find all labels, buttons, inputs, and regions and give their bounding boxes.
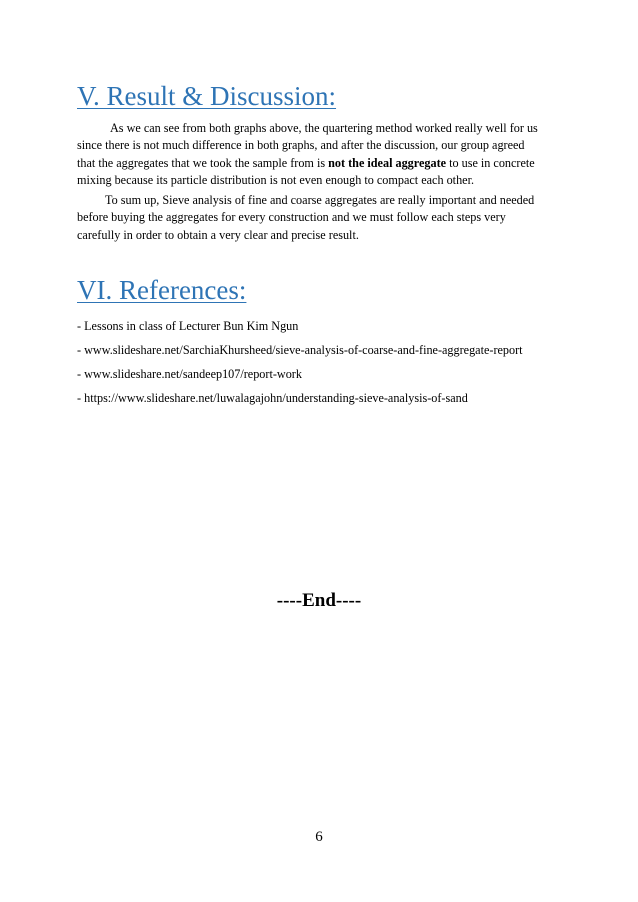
paragraph-summary bbox=[77, 192, 567, 244]
paragraph-line bbox=[77, 155, 567, 172]
paragraph-line: before buying the aggregates for every construction and we must follow each steps very bbox=[77, 210, 506, 225]
page-number: 6 bbox=[315, 829, 323, 845]
reference-item: - Lessons in class of Lecturer Bun Kim Ngun bbox=[77, 319, 299, 333]
text-run: that the aggregates that we took the sample from is bbox=[77, 155, 329, 170]
bold-emphasis: not the ideal aggregate bbox=[328, 155, 447, 170]
reference-item: - www.slideshare.net/sandeep107/report-work bbox=[77, 367, 302, 381]
section-heading-references: VI. References: bbox=[77, 275, 247, 305]
paragraph-line: To sum up, Sieve analysis of fine and coarse aggregates are really important and needed bbox=[105, 193, 535, 207]
text-run: to use in concrete bbox=[446, 155, 535, 170]
paragraph-line: since there is not much difference in both graphs, and after the discussion, our group agreed bbox=[77, 138, 525, 153]
paragraph-result-discussion bbox=[77, 120, 567, 189]
paragraph-line: As we can see from both graphs above, the quartering method worked really well for us bbox=[110, 121, 538, 135]
reference-item: - https://www.slideshare.net/luwalagajohn/understanding-sieve-analysis-of-sand bbox=[77, 391, 468, 405]
paragraph-line: carefully in order to obtain a very clear and precise result. bbox=[77, 227, 359, 242]
reference-item: - www.slideshare.net/SarchiaKhursheed/sieve-analysis-of-coarse-and-fine-aggregate-report bbox=[77, 343, 523, 357]
section-heading-result-discussion: V. Result & Discussion: bbox=[77, 81, 337, 111]
end-marker: ----End---- bbox=[276, 590, 362, 611]
paragraph-line: mixing because its particle distribution is not even enough to compact each other. bbox=[77, 172, 475, 187]
